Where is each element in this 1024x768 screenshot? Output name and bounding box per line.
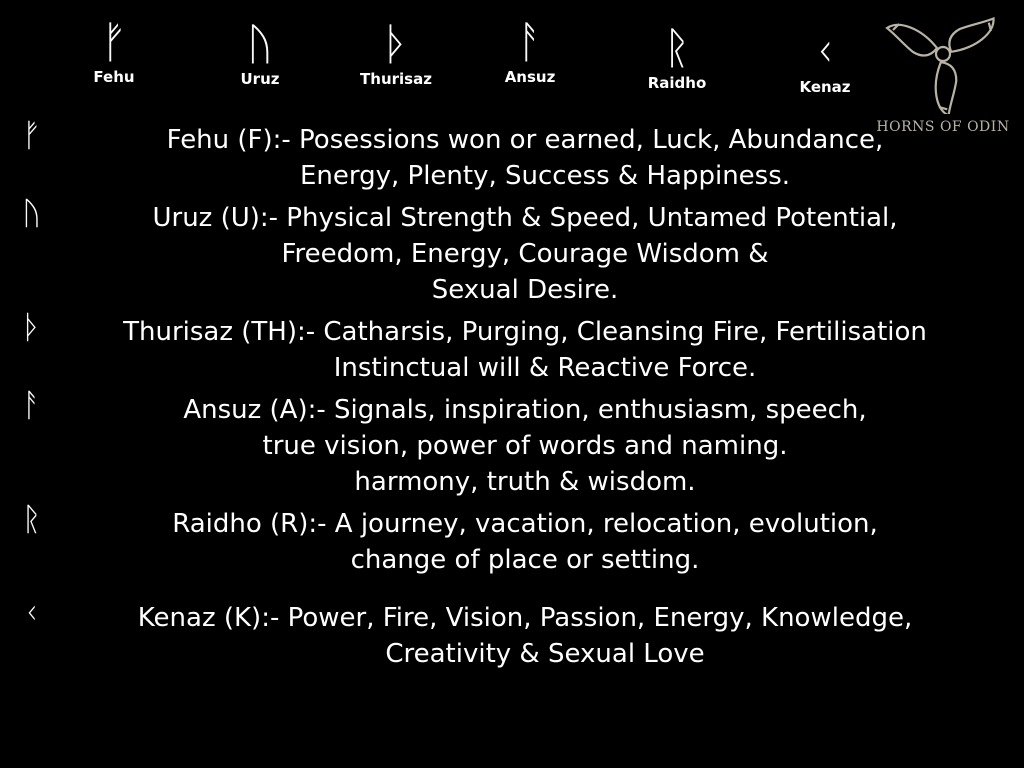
rune-uruz-icon: ᚢ: [246, 19, 274, 70]
rune-strip-label-uruz: Uruz: [240, 70, 280, 88]
rune-meanings-list: [0, 116, 1024, 672]
rune-strip-item-ansuz: [492, 17, 568, 86]
rune-meaning-text-ansuz: [0, 392, 1024, 500]
meaning-line: Freedom, Energy, Courage Wisdom &: [281, 239, 769, 269]
horns-of-odin-logo: [868, 2, 1018, 137]
meaning-line: Energy, Plenty, Success & Happiness.: [299, 161, 791, 191]
rune-meaning-ansuz: [0, 386, 1024, 500]
rune-meaning-raidho: [0, 500, 1024, 578]
rune-meaning-thurisaz: [0, 308, 1024, 386]
logo-text: HORNS OF ODIN: [876, 119, 1010, 135]
horns-of-odin-icon: [868, 2, 1018, 114]
meaning-line: true vision, power of words and naming.: [262, 431, 788, 461]
meaning-line: Instinctual will & Reactive Force.: [333, 353, 757, 383]
meaning-line: harmony, truth & wisdom.: [354, 467, 696, 497]
rune-strip-item-thurisaz: [348, 19, 444, 88]
rune-meaning-fehu: [0, 116, 1024, 194]
rune-meaning-text-fehu: [0, 122, 1024, 194]
rune-uruz-icon: ᚢ: [22, 194, 42, 232]
rune-meaning-text-raidho: [0, 506, 1024, 578]
rune-strip-label-raidho: Raidho: [647, 74, 707, 92]
rune-raidho-icon: ᚱ: [663, 23, 691, 74]
meaning-line: Raidho (R):- A journey, vacation, relocation, evolution,: [172, 509, 878, 539]
meaning-line: Thurisaz (TH):- Catharsis, Purging, Cleansing Fire, Fertilisation: [123, 317, 927, 347]
rune-fehu-icon: ᚠ: [22, 116, 42, 154]
rune-strip-item-raidho: [636, 23, 718, 92]
rune-meaning-text-uruz: [0, 200, 1024, 308]
rune-fehu-icon: ᚠ: [100, 17, 128, 68]
meaning-line: Fehu (F):- Posessions won or earned, Luck, Abundance,: [166, 125, 884, 155]
rune-strip-label-ansuz: Ansuz: [504, 68, 556, 86]
rune-ansuz-icon: ᚨ: [516, 17, 544, 68]
meaning-line: Kenaz (K):- Power, Fire, Vision, Passion, Energy, Knowledge,: [137, 603, 913, 633]
rune-raidho-icon: ᚱ: [22, 500, 42, 538]
rune-strip-label-kenaz: Kenaz: [799, 78, 851, 96]
meaning-line: Uruz (U):- Physical Strength & Speed, Untamed Potential,: [152, 203, 898, 233]
rune-strip-item-kenaz: [786, 27, 864, 96]
rune-thurisaz-icon: ᚦ: [22, 308, 42, 346]
rune-strip-item-uruz: [224, 19, 296, 88]
meaning-line: change of place or setting.: [350, 545, 700, 575]
rune-strip-label-fehu: Fehu: [93, 68, 135, 86]
rune-kenaz-icon: ᚲ: [811, 27, 839, 78]
rune-meaning-kenaz: [0, 594, 1024, 672]
rune-kenaz-icon: ᚲ: [22, 594, 42, 632]
meaning-line: Ansuz (A):- Signals, inspiration, enthusiasm, speech,: [183, 395, 867, 425]
rune-meaning-uruz: [0, 194, 1024, 308]
meaning-line: Creativity & Sexual Love: [385, 639, 705, 669]
rune-strip-item-fehu: [78, 17, 150, 86]
rune-thurisaz-icon: ᚦ: [382, 19, 410, 70]
rune-meaning-text-kenaz: [0, 600, 1024, 672]
meaning-line: Sexual Desire.: [431, 275, 619, 305]
rune-strip-label-thurisaz: Thurisaz: [360, 70, 432, 88]
rune-meaning-text-thurisaz: [0, 314, 1024, 386]
rune-strip: [0, 0, 1024, 135]
rune-ansuz-icon: ᚨ: [22, 386, 42, 424]
